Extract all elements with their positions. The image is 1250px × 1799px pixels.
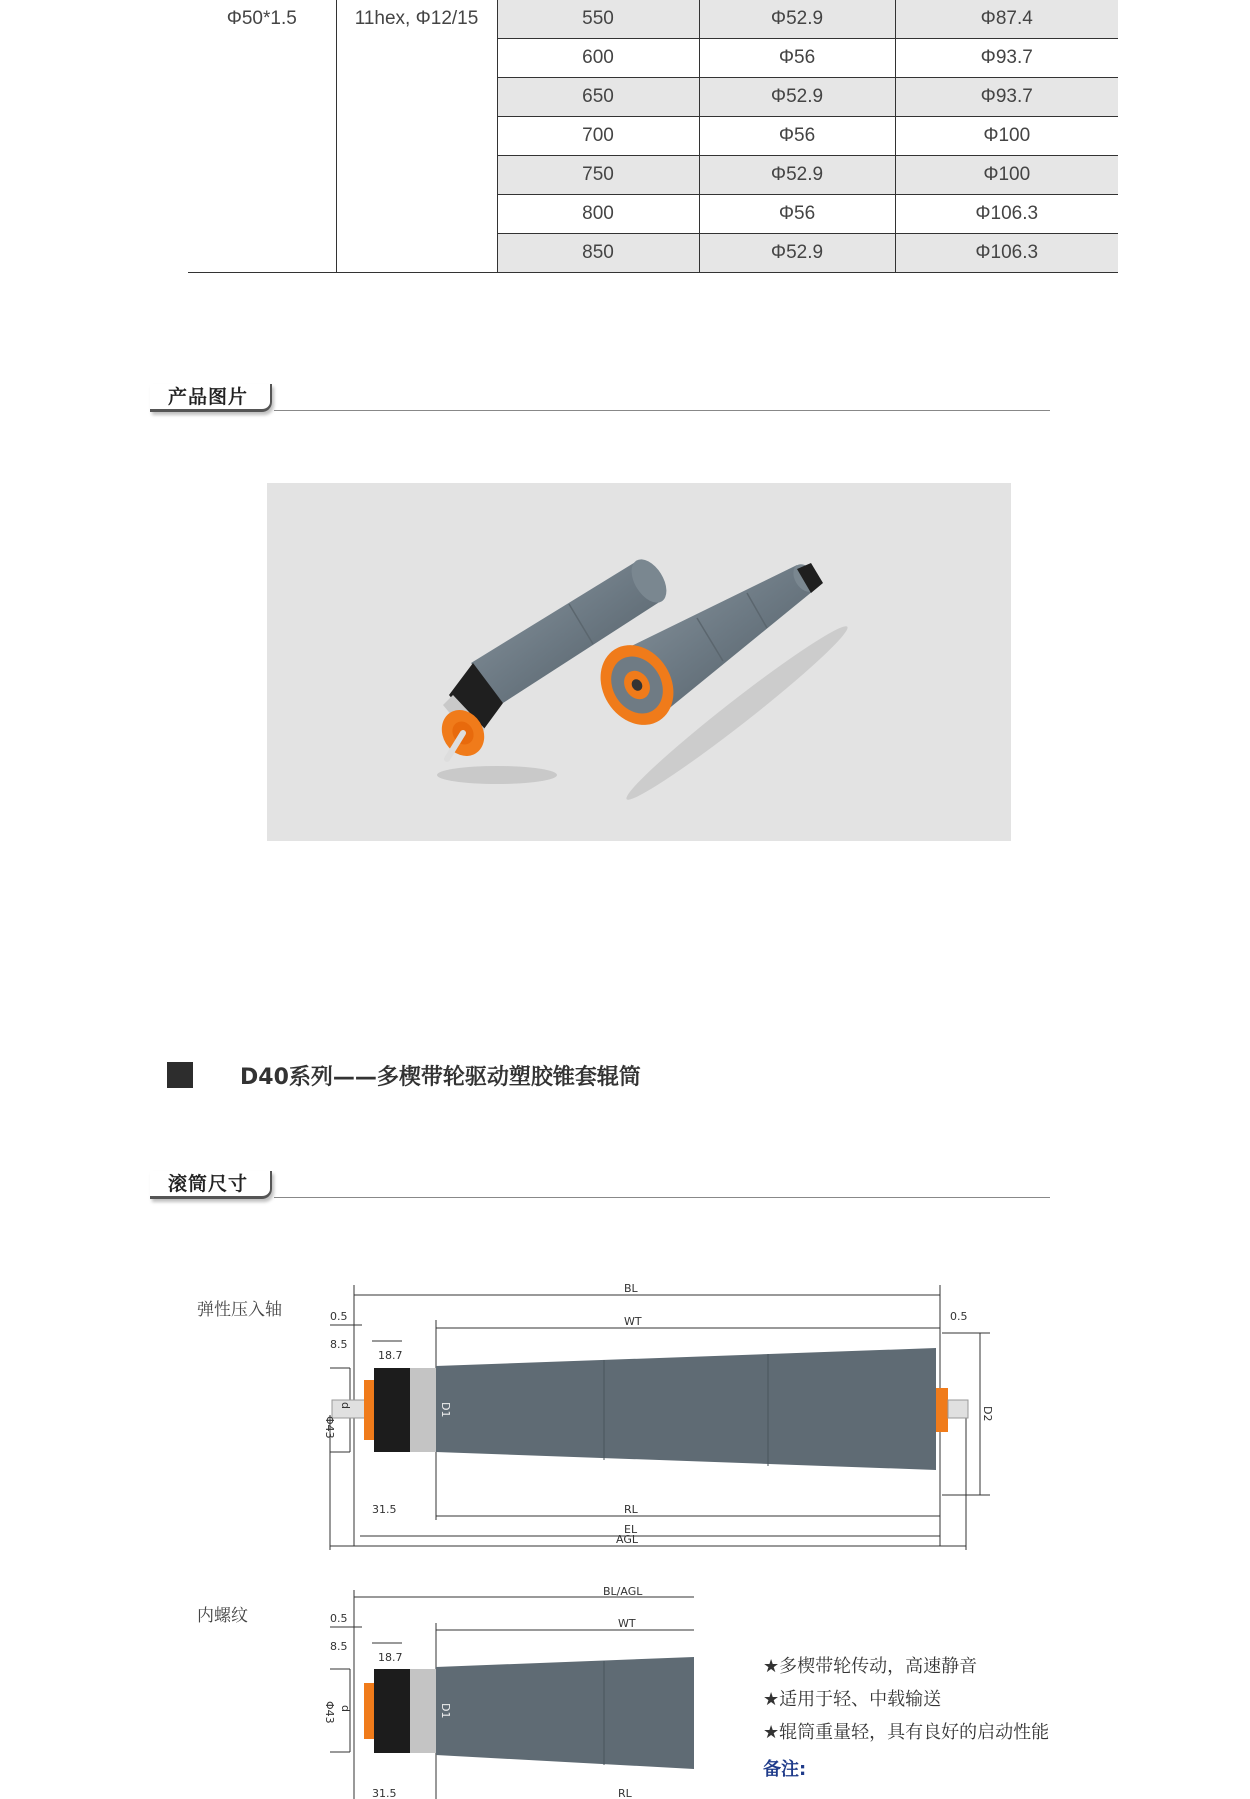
table-cell: Φ93.7 xyxy=(895,39,1118,78)
table-cell: Φ100 xyxy=(895,156,1118,195)
series-bullet xyxy=(167,1062,193,1088)
rollers-illustration xyxy=(267,483,1011,841)
dim-rl: RL xyxy=(624,1503,638,1516)
feature-item: ★多楔带轮传动，高速静音 xyxy=(763,1656,978,1677)
dim-05-right: 0.5 xyxy=(950,1310,968,1323)
dim-bl: BL xyxy=(624,1282,638,1295)
table-cell: Φ52.9 xyxy=(699,234,895,273)
table-cell: Φ93.7 xyxy=(895,78,1118,117)
dim-wt: WT xyxy=(624,1315,642,1328)
table-cell: Φ56 xyxy=(699,39,895,78)
spec-table xyxy=(188,0,1118,273)
table-cell: Φ56 xyxy=(699,117,895,156)
feature-list xyxy=(763,1650,1049,1786)
table-cell: Φ52.9 xyxy=(699,0,895,39)
section-header-roller-size xyxy=(150,1171,1050,1203)
diagram2-label: 内螺纹 xyxy=(197,1606,248,1626)
feature-item: ★辊筒重量轻，具有良好的启动性能 xyxy=(763,1722,1050,1743)
shaft-spec-cell xyxy=(336,0,497,273)
dim-phi43: Φ43 xyxy=(323,1701,336,1724)
series-title: D40系列——多楔带轮驱动塑胶锥套辊筒 xyxy=(240,1065,641,1090)
section-header-product-images xyxy=(150,384,1050,416)
dim-05-left: 0.5 xyxy=(330,1310,348,1323)
table-cell: 600 xyxy=(497,39,699,78)
table-cell: 750 xyxy=(497,156,699,195)
dim-el: EL xyxy=(624,1523,638,1536)
section-rule xyxy=(274,1197,1050,1198)
diagram1-drawing xyxy=(290,1280,1010,1550)
diagram1-roller xyxy=(332,1348,968,1470)
section-tab: 滚筒尺寸 xyxy=(150,1171,272,1199)
feature-item: ★适用于轻、中载输送 xyxy=(763,1689,942,1710)
tube-spec: Φ50*1.5 xyxy=(226,8,297,29)
table-bottom-rule xyxy=(188,272,1118,273)
dim-d: d xyxy=(339,1402,352,1409)
note-label: 备注: xyxy=(763,1759,807,1780)
dim-85: 8.5 xyxy=(330,1338,348,1351)
table-cell: 800 xyxy=(497,195,699,234)
diagram2-roller xyxy=(364,1657,694,1769)
table-cell: 700 xyxy=(497,117,699,156)
dim-85: 8.5 xyxy=(330,1640,348,1653)
dim-d: d xyxy=(339,1705,352,1712)
table-cell: Φ100 xyxy=(895,117,1118,156)
dim-wt: WT xyxy=(618,1617,636,1630)
dim-05: 0.5 xyxy=(330,1612,348,1625)
dim-agl: AGL xyxy=(616,1533,638,1546)
dim-315: 31.5 xyxy=(372,1503,397,1516)
table-cell: Φ52.9 xyxy=(699,78,895,117)
dim-187: 18.7 xyxy=(378,1349,403,1362)
section-tab: 产品图片 xyxy=(150,384,272,412)
diagram1-label: 弹性压入轴 xyxy=(197,1300,282,1320)
dim-rl: RL xyxy=(618,1787,632,1799)
product-photo xyxy=(267,483,1011,841)
table-cell: Φ56 xyxy=(699,195,895,234)
table-cell: Φ87.4 xyxy=(895,0,1118,39)
table-cell: 650 xyxy=(497,78,699,117)
diagram2-drawing xyxy=(290,1587,720,1799)
dim-d1: D1 xyxy=(439,1402,452,1418)
table-cell: Φ106.3 xyxy=(895,195,1118,234)
dim-d1: D1 xyxy=(439,1703,452,1719)
shaft-spec: 11hex, Φ12/15 xyxy=(354,8,479,29)
table-cell: 850 xyxy=(497,234,699,273)
table-cell: 550 xyxy=(497,0,699,39)
dim-bl-agl: BL/AGL xyxy=(603,1587,643,1598)
table-cell: Φ52.9 xyxy=(699,156,895,195)
table-cell: Φ106.3 xyxy=(895,234,1118,273)
shadow-left xyxy=(437,766,557,784)
dim-phi43: Φ43 xyxy=(323,1416,336,1439)
dim-187: 18.7 xyxy=(378,1651,403,1664)
dim-315: 31.5 xyxy=(372,1787,397,1799)
dim-d2: D2 xyxy=(981,1406,994,1422)
tube-spec-cell xyxy=(188,0,336,273)
section-rule xyxy=(274,410,1050,411)
